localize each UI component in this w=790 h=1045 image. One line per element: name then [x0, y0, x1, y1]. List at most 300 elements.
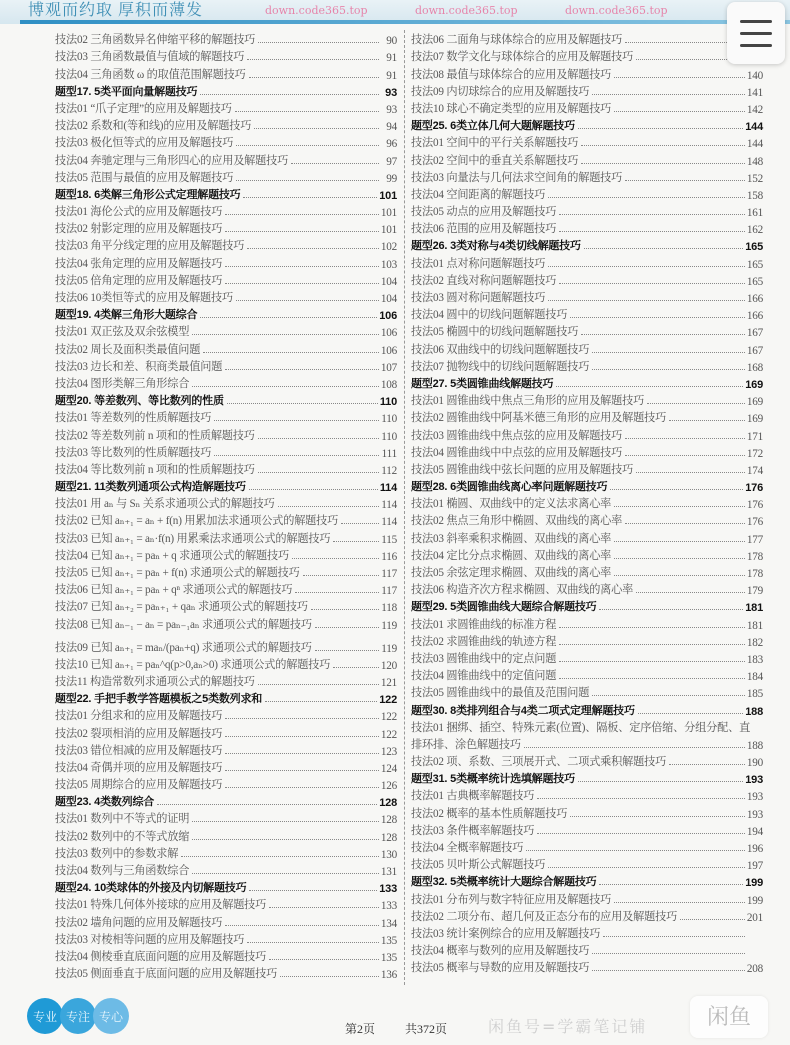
toc-entry[interactable]	[55, 912, 397, 929]
toc-entry-title: 技法03 向量法与几何法求空间角的解题技巧	[411, 171, 623, 184]
toc-entry[interactable]	[411, 528, 763, 545]
toc-page-number: 122	[380, 728, 397, 741]
toc-entry[interactable]	[411, 64, 763, 81]
toc-entry[interactable]	[55, 288, 397, 305]
toc-entry-title: 技法05 余弦定理求椭圆、双曲线的离心率	[411, 567, 612, 579]
toc-section-heading[interactable]	[55, 477, 397, 494]
dot-leader	[559, 283, 745, 284]
toc-page-number: 130	[380, 848, 397, 861]
toc-entry-title: 技法05 圆锥曲线中弦长问题的应用及解题技巧	[411, 463, 634, 476]
toc-entry[interactable]	[55, 655, 397, 672]
dot-leader	[247, 942, 379, 943]
dot-leader	[614, 558, 745, 559]
toc-page-number: 103	[380, 258, 397, 271]
toc-entry-title: 技法01 特殊几何体外接球的应用及解题技巧	[55, 899, 267, 912]
watermark: down.code365.top	[565, 4, 668, 17]
toc-section-heading[interactable]	[411, 236, 763, 253]
dot-leader	[592, 369, 745, 370]
toc-page-number: 97	[386, 155, 397, 168]
dot-leader	[295, 592, 379, 593]
toc-entry[interactable]	[411, 30, 763, 47]
dot-leader	[225, 369, 379, 370]
toc-entry[interactable]	[411, 339, 763, 356]
toc-entry-title: 技法05 概率与导数的应用及解题技巧	[411, 962, 590, 975]
toc-entry[interactable]	[55, 632, 397, 655]
toc-entry-title: 技法01 圆锥曲线中焦点三角形的应用及解题技巧	[411, 395, 645, 408]
toc-entry[interactable]	[55, 47, 397, 64]
toc-page-number: 140	[746, 69, 763, 82]
toc-page-number: 118	[381, 602, 397, 615]
dot-leader	[592, 94, 745, 95]
toc-page-number: 144	[746, 138, 763, 151]
dot-leader	[581, 163, 745, 164]
toc-entry-title: 技法01 古典概率解题技巧	[411, 790, 535, 803]
toc-page-number: 122	[379, 694, 397, 707]
toc-entry-title: 技法01 双正弦及双余弦模型	[55, 326, 190, 339]
toc-entry[interactable]	[411, 494, 763, 511]
toc-entry[interactable]	[55, 614, 397, 631]
toc-entry-title: 技法04 图形类解三角形综合	[55, 377, 190, 390]
toc-entry[interactable]	[55, 322, 397, 339]
seller-watermark: 闲鱼号=学霸笔记铺	[488, 1017, 648, 1036]
toc-entry-title: 技法02 圆锥曲线中阿基米德三角形的应用及解题技巧	[411, 412, 667, 425]
toc-entry[interactable]	[55, 425, 397, 442]
toc-entry-title: 技法04 等比数列前 n 项和的性质解题技巧	[55, 463, 255, 476]
toc-page-number: 177	[746, 533, 763, 546]
dot-leader	[570, 816, 745, 817]
toc-section-heading[interactable]	[55, 878, 397, 895]
toc-entry[interactable]	[411, 443, 763, 460]
menu-button[interactable]	[727, 2, 785, 64]
dot-leader	[548, 266, 745, 267]
toc-entry[interactable]	[55, 580, 397, 597]
toc-entry[interactable]	[411, 941, 763, 958]
toc-page-number: 117	[381, 585, 397, 598]
toc-entry[interactable]	[55, 528, 397, 545]
dot-leader	[269, 959, 379, 960]
toc-entry[interactable]	[411, 683, 763, 700]
toc-entry[interactable]	[411, 253, 763, 270]
dot-leader	[638, 713, 743, 714]
toc-entry-title: 技法02 系数和(等和线)的应用及解题技巧	[55, 120, 252, 133]
toc-page-number: 178	[746, 568, 763, 580]
toc-entry[interactable]	[411, 958, 763, 975]
toc-entry-title: 题型19. 4类解三角形大题综合	[55, 309, 198, 322]
dot-leader	[548, 300, 745, 301]
toc-entry[interactable]	[411, 219, 763, 236]
dot-leader	[249, 489, 378, 490]
dot-leader	[225, 266, 379, 267]
toc-entry-title: 技法04 奔驰定理与三角形四心的应用及解题技巧	[55, 154, 289, 167]
dot-leader	[254, 128, 379, 129]
toc-entry[interactable]	[55, 546, 397, 563]
dot-leader	[181, 856, 379, 857]
toc-entry-title: 技法08 已知 aₙ₋₁ − aₙ = paₙ₋₁aₙ 求通项公式的解题技巧	[55, 618, 312, 631]
toc-entry[interactable]	[411, 838, 763, 855]
toc-page-number: 158	[746, 189, 763, 202]
toc-entry[interactable]	[55, 219, 397, 236]
toc-section-heading[interactable]	[411, 116, 763, 133]
toc-entry-title: 技法01 分布列与数字特征应用及解题技巧	[411, 893, 612, 906]
dot-leader	[584, 248, 743, 249]
toc-section-heading[interactable]	[411, 769, 763, 786]
toc-entry-title: 技法03 斜率乘积求椭圆、双曲线的离心率	[411, 532, 612, 545]
toc-page-number: 169	[746, 413, 763, 426]
toc-page-number: 142	[746, 103, 763, 116]
toc-entry[interactable]	[55, 460, 397, 477]
toc-section-heading[interactable]	[411, 597, 763, 614]
dot-leader	[192, 334, 379, 335]
toc-entry-title: 技法01 等差数列的性质解题技巧	[55, 412, 212, 425]
toc-section-heading[interactable]	[411, 374, 763, 391]
toc-entry[interactable]	[411, 907, 763, 924]
dot-leader	[647, 403, 745, 404]
toc-entry[interactable]	[411, 408, 763, 425]
dot-leader	[669, 420, 745, 421]
toc-entry-title: 技法07 已知 aₙ₊₂ = paₙ₊₁ + qaₙ 求通项公式的解题技巧	[55, 601, 308, 614]
toc-entry[interactable]	[55, 775, 397, 792]
toc-entry-title: 题型28. 6类圆锥曲线离心率问题解题技巧	[411, 481, 608, 494]
toc-entry[interactable]	[411, 168, 763, 185]
dot-leader	[614, 77, 745, 78]
toc-entry-title: 技法05 椭圆中的切线问题解题技巧	[411, 326, 579, 339]
dot-leader	[225, 787, 379, 788]
toc-page-number: 108	[380, 378, 397, 391]
toc-entry[interactable]	[55, 150, 397, 167]
toc-page-number: 122	[380, 711, 397, 724]
toc-entry[interactable]	[55, 30, 397, 47]
toc-entry[interactable]	[55, 236, 397, 253]
dot-leader	[603, 936, 745, 937]
dot-leader	[225, 736, 379, 737]
toc-entry[interactable]	[411, 47, 763, 64]
toc-entry[interactable]	[55, 374, 397, 391]
toc-page-number: 184	[746, 671, 763, 684]
dot-leader	[599, 609, 743, 610]
toc-entry[interactable]	[411, 202, 763, 219]
toc-entry[interactable]	[55, 947, 397, 964]
toc-entry[interactable]	[411, 580, 763, 597]
dot-leader	[225, 214, 379, 215]
toc-page-number: 117	[381, 568, 397, 580]
toc-page-number: 169	[746, 396, 763, 409]
toc-section-heading[interactable]	[55, 305, 397, 322]
toc-entry[interactable]	[55, 99, 397, 116]
dot-leader	[614, 902, 745, 903]
toc-entry-title: 技法05 周期综合的应用及解题技巧	[55, 779, 223, 792]
dot-leader	[625, 438, 745, 439]
toc-section-heading[interactable]	[411, 872, 763, 889]
toc-page-number: 101	[380, 207, 397, 220]
toc-page-number: 128	[380, 814, 397, 827]
dot-leader	[292, 558, 379, 559]
dot-leader	[537, 833, 745, 834]
toc-entry[interactable]	[411, 460, 763, 477]
toc-section-heading[interactable]	[55, 82, 397, 99]
dot-leader	[265, 701, 377, 702]
toc-entry-title: 技法03 统计案例综合的应用及解题技巧	[411, 927, 601, 940]
toc-entry[interactable]	[55, 672, 397, 689]
toc-entry[interactable]	[55, 357, 397, 374]
dot-leader	[258, 42, 379, 43]
toc-entry[interactable]	[411, 305, 763, 322]
dot-leader	[592, 953, 745, 954]
toc-entry-title: 技法06 范围的应用及解题技巧	[411, 223, 557, 236]
toc-entry[interactable]	[411, 803, 763, 820]
toc-entry[interactable]	[411, 322, 763, 339]
dot-leader	[526, 850, 745, 851]
watermark: down.code365.top	[415, 4, 518, 17]
toc-entry[interactable]	[411, 150, 763, 167]
dot-leader	[203, 352, 379, 353]
toc-entry-title: 技法06 已知 aₙ₊₁ = paₙ + qⁿ 求通项公式的解题技巧	[55, 584, 293, 597]
toc-page-number: 91	[386, 69, 397, 82]
toc-entry[interactable]	[411, 718, 763, 735]
toc-page-number: 104	[380, 293, 397, 305]
toc-entry[interactable]	[411, 821, 763, 838]
dot-leader	[192, 386, 379, 387]
toc-entry[interactable]	[411, 288, 763, 305]
toc-page-number: 162	[746, 224, 763, 237]
dot-leader	[247, 248, 379, 249]
toc-entry-title: 技法04 三角函数 ω 的取值范围解题技巧	[55, 68, 246, 81]
dot-leader	[636, 472, 745, 473]
toc-page-number: 199	[745, 877, 763, 890]
toc-entry[interactable]	[411, 649, 763, 666]
toc-entry[interactable]	[411, 735, 763, 752]
dot-leader	[578, 781, 743, 782]
badge-focus: 专注	[60, 998, 96, 1034]
toc-page-number: 110	[381, 413, 397, 426]
total-pages: 共372页	[405, 1022, 448, 1036]
toc-entry[interactable]	[55, 271, 397, 288]
dot-leader	[258, 438, 379, 439]
toc-page-number: 133	[379, 883, 397, 896]
toc-entry-title: 技法04 定比分点求椭圆、双曲线的离心率	[411, 549, 612, 562]
dot-leader	[225, 753, 379, 754]
toc-entry[interactable]	[411, 614, 763, 631]
dot-leader	[592, 695, 745, 696]
dot-leader	[200, 317, 377, 318]
toc-entry[interactable]	[411, 752, 763, 769]
toc-page-number: 172	[746, 447, 763, 460]
toc-entry-title: 技法03 角平分线定理的应用及解题技巧	[55, 240, 245, 253]
toc-entry[interactable]	[411, 357, 763, 374]
toc-entry[interactable]	[55, 930, 397, 947]
toc-entry-title: 技法10 已知 aₙ₊₁ = paₙ^q(p>0,aₙ>0) 求通项公式的解题技巧	[55, 658, 331, 671]
toc-entry-title: 技法05 贝叶斯公式解题技巧	[411, 859, 546, 872]
toc-page-number: 188	[746, 739, 763, 752]
toc-page-number: 166	[746, 310, 763, 323]
dot-leader	[225, 770, 379, 771]
toc-section-heading[interactable]	[411, 700, 763, 717]
toc-entry-title: 技法05 倍角定理的应用及解题技巧	[55, 274, 223, 287]
toc-entry[interactable]	[55, 64, 397, 81]
toc-page-number: 169	[745, 378, 763, 391]
toc-entry[interactable]	[411, 185, 763, 202]
toc-entry-title: 技法04 已知 aₙ₊₁ = paₙ + q 求通项公式的解题技巧	[55, 549, 290, 562]
toc-entry-title: 题型30. 8类排列组合与4类二项式定理解题技巧	[411, 704, 635, 717]
toc-entry[interactable]	[55, 861, 397, 878]
toc-entry-title: 技法04 张角定理的应用及解题技巧	[55, 257, 223, 270]
dot-leader	[227, 403, 378, 404]
toc-entry[interactable]	[411, 924, 763, 941]
dot-leader	[192, 839, 379, 840]
toc-page-number: 101	[379, 189, 397, 202]
toc-entry-title: 技法02 项、系数、三项展开式、二项式乘积解题技巧	[411, 756, 667, 769]
toc-entry-title: 题型25. 6类立体几何大题解题技巧	[411, 120, 575, 133]
badge-dedication: 专心	[93, 998, 129, 1034]
toc-entry[interactable]	[411, 271, 763, 288]
toc-entry-title: 技法11 构造常数列求通项公式的解题技巧	[55, 675, 255, 688]
toc-entry-title: 技法04 空间距离的解题技巧	[411, 188, 546, 201]
dot-leader	[614, 111, 745, 112]
toc-page-number: 124	[380, 762, 397, 775]
xianyu-logo: 闲鱼	[690, 996, 768, 1038]
toc-entry[interactable]	[411, 632, 763, 649]
toc-entry-title: 技法08 最值与球体综合的应用及解题技巧	[411, 68, 612, 81]
toc-section-heading[interactable]	[55, 792, 397, 809]
toc-page-number: 135	[380, 951, 397, 964]
toc-entry[interactable]	[55, 494, 397, 511]
toc-entry[interactable]	[411, 546, 763, 563]
toc-entry[interactable]	[55, 339, 397, 356]
toc-entry-title: 技法04 概率与数列的应用及解题技巧	[411, 945, 590, 958]
toc-entry-title: 题型26. 3类对称与4类切线解题技巧	[411, 240, 581, 253]
toc-entry-title: 技法01 海伦公式的应用及解题技巧	[55, 206, 223, 219]
toc-entry[interactable]	[411, 889, 763, 906]
toc-page-number: 126	[380, 780, 397, 793]
toc-page-number: 167	[746, 344, 763, 357]
toc-page-number: 115	[381, 533, 397, 546]
toc-entry-title: 技法02 等差数列前 n 项和的性质解题技巧	[55, 429, 255, 442]
dot-leader	[303, 575, 379, 576]
dot-leader	[537, 798, 745, 799]
toc-entry[interactable]	[411, 425, 763, 442]
dot-leader	[592, 352, 745, 353]
toc-entry[interactable]	[55, 133, 397, 150]
dot-leader	[341, 523, 379, 524]
toc-entry[interactable]	[55, 202, 397, 219]
toc-entry[interactable]	[411, 855, 763, 872]
dot-leader	[243, 197, 377, 198]
toc-left-column	[55, 30, 397, 981]
dot-leader	[225, 231, 379, 232]
toc-page-number: 165	[745, 241, 763, 254]
toc-page-number: 136	[380, 969, 397, 982]
toc-entry-title: 技法06 构造齐次方程求椭圆、双曲线的离心率	[411, 584, 634, 597]
toc-entry[interactable]	[55, 443, 397, 460]
toc-page-number: 114	[379, 482, 397, 495]
toc-entry-title: 技法10 球心不确定类型的应用及解题技巧	[411, 102, 612, 115]
toc-entry-title: 题型17. 5类平面向量解题技巧	[55, 85, 198, 98]
toc-entry[interactable]	[411, 133, 763, 150]
toc-entry[interactable]	[411, 786, 763, 803]
toc-entry-title: 题型27. 5类圆锥曲线解题技巧	[411, 377, 554, 390]
dot-leader	[236, 145, 379, 146]
toc-page-number: 110	[381, 430, 397, 443]
toc-entry[interactable]	[411, 391, 763, 408]
toc-entry-title: 技法02 空间中的垂直关系解题技巧	[411, 154, 579, 167]
watermark: down.code365.top	[265, 4, 368, 17]
toc-entry[interactable]	[55, 511, 397, 528]
dot-leader	[578, 128, 743, 129]
dot-leader	[315, 650, 379, 651]
toc-entry-title: 技法03 数列中的参数求解	[55, 847, 179, 860]
toc-entry[interactable]	[55, 408, 397, 425]
toc-entry[interactable]	[55, 895, 397, 912]
toc-page-number: 119	[381, 642, 397, 655]
toc-section-heading[interactable]	[55, 689, 397, 706]
toc-page-number: 128	[379, 797, 397, 810]
toc-section-heading[interactable]	[55, 185, 397, 202]
toc-page-number: 131	[380, 866, 397, 878]
toc-entry-title: 技法01 用 aₙ 与 Sₙ 关系求通项公式的解题技巧	[55, 498, 275, 511]
toc-entry-title: 技法09 内切球综合的应用及解题技巧	[411, 85, 590, 98]
toc-page-number: 190	[746, 757, 763, 770]
toc-page-number: 176	[746, 499, 763, 512]
toc-section-heading[interactable]	[55, 391, 397, 408]
toc-page-number: 114	[381, 516, 397, 529]
dot-leader	[236, 180, 379, 181]
toc-entry[interactable]	[55, 964, 397, 981]
toc-entry[interactable]	[55, 758, 397, 775]
toc-entry[interactable]	[411, 82, 763, 99]
dot-leader	[548, 197, 745, 198]
toc-entry[interactable]	[55, 168, 397, 185]
toc-entry-title: 技法01 “爪子定理”的应用及解题技巧	[55, 102, 232, 115]
toc-right-column	[411, 30, 763, 975]
toc-entry[interactable]	[411, 511, 763, 528]
dot-leader	[680, 919, 745, 920]
toc-page-number: 93	[386, 103, 397, 116]
toc-page-number: 193	[746, 808, 763, 821]
toc-entry[interactable]	[55, 116, 397, 133]
toc-page-number: 128	[380, 831, 397, 844]
dot-leader	[559, 627, 745, 628]
toc-entry-title: 技法03 圆锥曲线中的定点问题	[411, 652, 557, 665]
toc-entry[interactable]	[55, 723, 397, 740]
toc-entry[interactable]	[55, 597, 397, 614]
toc-entry-title: 技法05 范围与最值的应用及解题技巧	[55, 171, 234, 184]
toc-page-number: 152	[746, 172, 763, 185]
badge-professional: 专业	[27, 998, 63, 1034]
toc-entry[interactable]	[55, 563, 397, 580]
page-number: 第2页	[345, 1022, 376, 1036]
toc-entry[interactable]	[411, 666, 763, 683]
banner-line	[20, 20, 790, 24]
toc-page-number: 123	[380, 745, 397, 758]
toc-entry-title: 技法01 求圆锥曲线的标准方程	[411, 618, 557, 631]
toc-entry[interactable]	[55, 741, 397, 758]
toc-section-heading[interactable]	[411, 477, 763, 494]
toc-entry[interactable]	[411, 563, 763, 580]
dot-leader	[192, 873, 379, 874]
toc-entry[interactable]	[55, 809, 397, 826]
toc-page-number: 94	[386, 121, 397, 134]
toc-entry[interactable]	[411, 99, 763, 116]
toc-entry[interactable]	[55, 253, 397, 270]
toc-entry[interactable]	[55, 844, 397, 861]
toc-page-number: 174	[746, 464, 763, 477]
toc-entry[interactable]	[55, 706, 397, 723]
dot-leader	[559, 678, 745, 679]
dot-leader	[311, 609, 379, 610]
toc-page-number: 165	[746, 275, 763, 288]
toc-entry-title: 题型18. 6类解三角形公式定理解题技巧	[55, 188, 241, 201]
toc-entry[interactable]	[55, 826, 397, 843]
toc-page-number: 176	[745, 482, 763, 495]
